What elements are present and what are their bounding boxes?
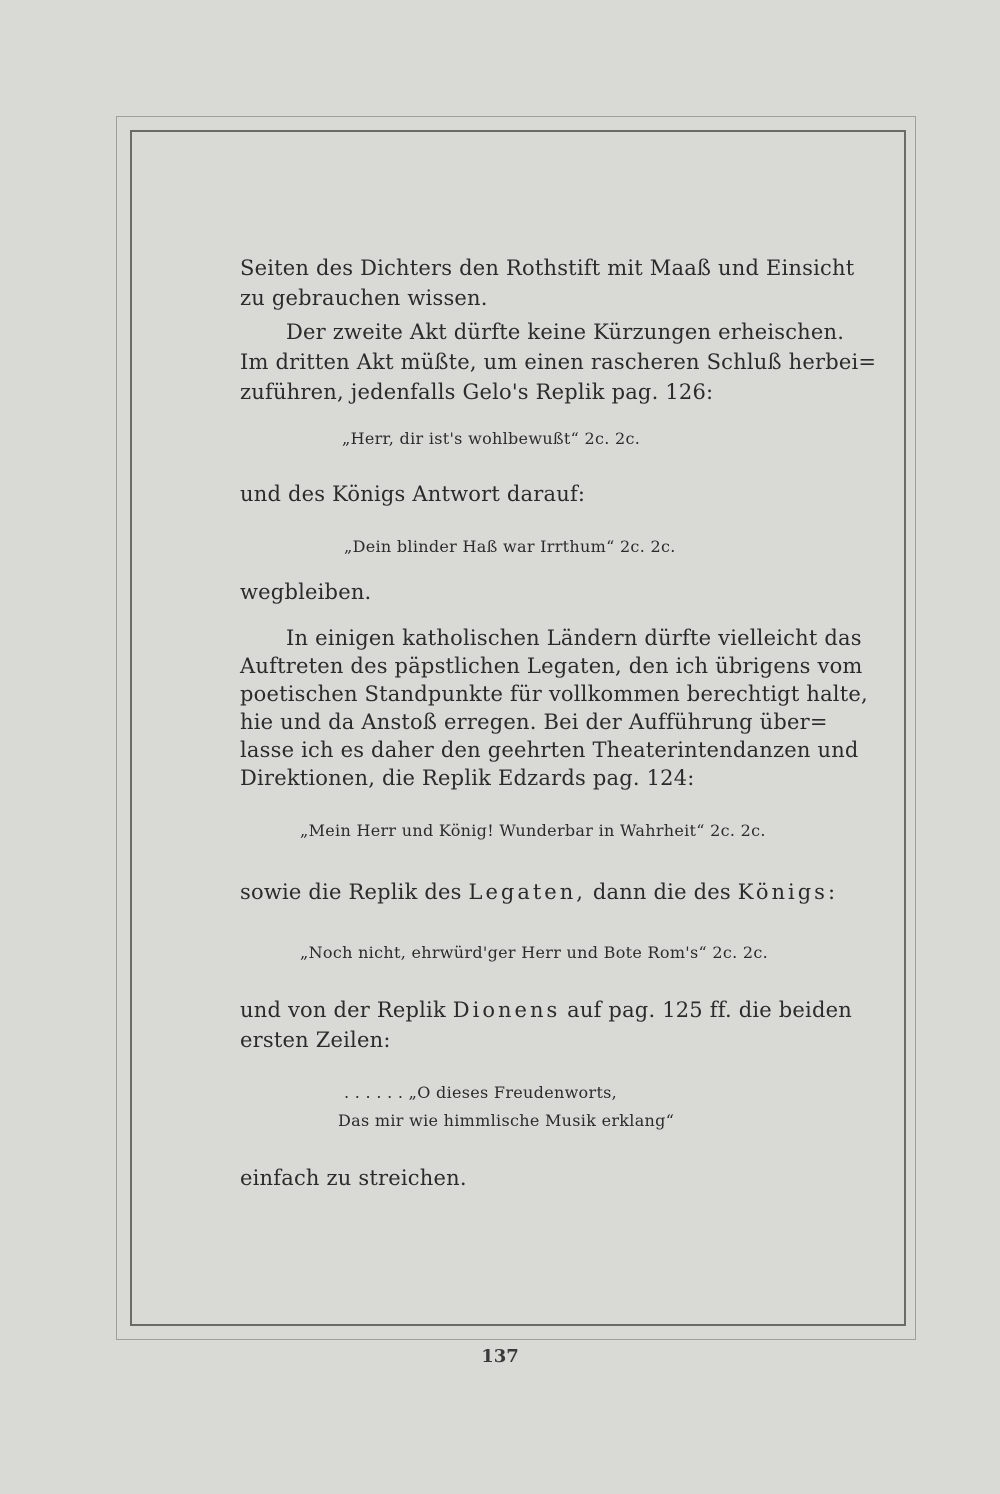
text-line: Direktionen, die Replik Edzards pag. 124: [240,766,695,790]
text-line: zu gebrauchen wissen. [240,286,488,310]
text-line: zuführen, jedenfalls Gelo's Replik pag. 126: [240,380,714,404]
text-segment: dann die des [592,880,731,904]
spaced-emphasis: Legaten, [468,880,586,904]
quotation: „Noch nicht, ehrwürd'ger Herr und Bote Rom's“ 2c. 2c. [300,943,769,962]
text-line: hie und da Anstoß erregen. Bei der Aufführung über= [240,710,828,734]
verse-line: . . . . . . „O dieses Freudenworts, [344,1083,618,1102]
text-line [240,996,852,1024]
quotation: „Mein Herr und König! Wunderbar in Wahrheit“ 2c. 2c. [300,821,766,840]
quotation: „Dein blinder Haß war Irrthum“ 2c. 2c. [344,537,676,556]
paragraph-start: Der zweite Akt dürfte keine Kürzungen erheischen. [286,320,845,344]
text-segment: auf pag. 125 ff. die beiden [567,998,852,1022]
text-line: Im dritten Akt müßte, um einen rascheren Schluß herbei= [240,350,877,374]
text-line: wegbleiben. [240,580,372,604]
paragraph-start: In einigen katholischen Ländern dürfte vielleicht das [286,626,862,650]
text-segment: und von der Replik [240,998,446,1022]
text-segment: sowie die Replik des [240,880,462,904]
text-line: und des Königs Antwort darauf: [240,482,586,506]
text-line: einfach zu streichen. [240,1166,467,1190]
verse-line: Das mir wie himmlische Musik erklang“ [338,1111,675,1130]
page-number: 137 [481,1346,519,1367]
text-line: Seiten des Dichters den Rothstift mit Maaß und Einsicht [240,256,855,280]
spaced-emphasis: Dionens [452,998,561,1022]
text-line: ersten Zeilen: [240,1028,391,1052]
text-line: poetischen Standpunkte für vollkommen berechtigt halte, [240,682,868,706]
text-line [240,878,838,906]
text-line: Auftreten des päpstlichen Legaten, den ich übrigens vom [240,654,863,678]
quotation: „Herr, dir ist's wohlbewußt“ 2c. 2c. [342,429,641,448]
text-line: lasse ich es daher den geehrten Theaterintendanzen und [240,738,859,762]
spaced-emphasis: Königs: [737,880,839,904]
